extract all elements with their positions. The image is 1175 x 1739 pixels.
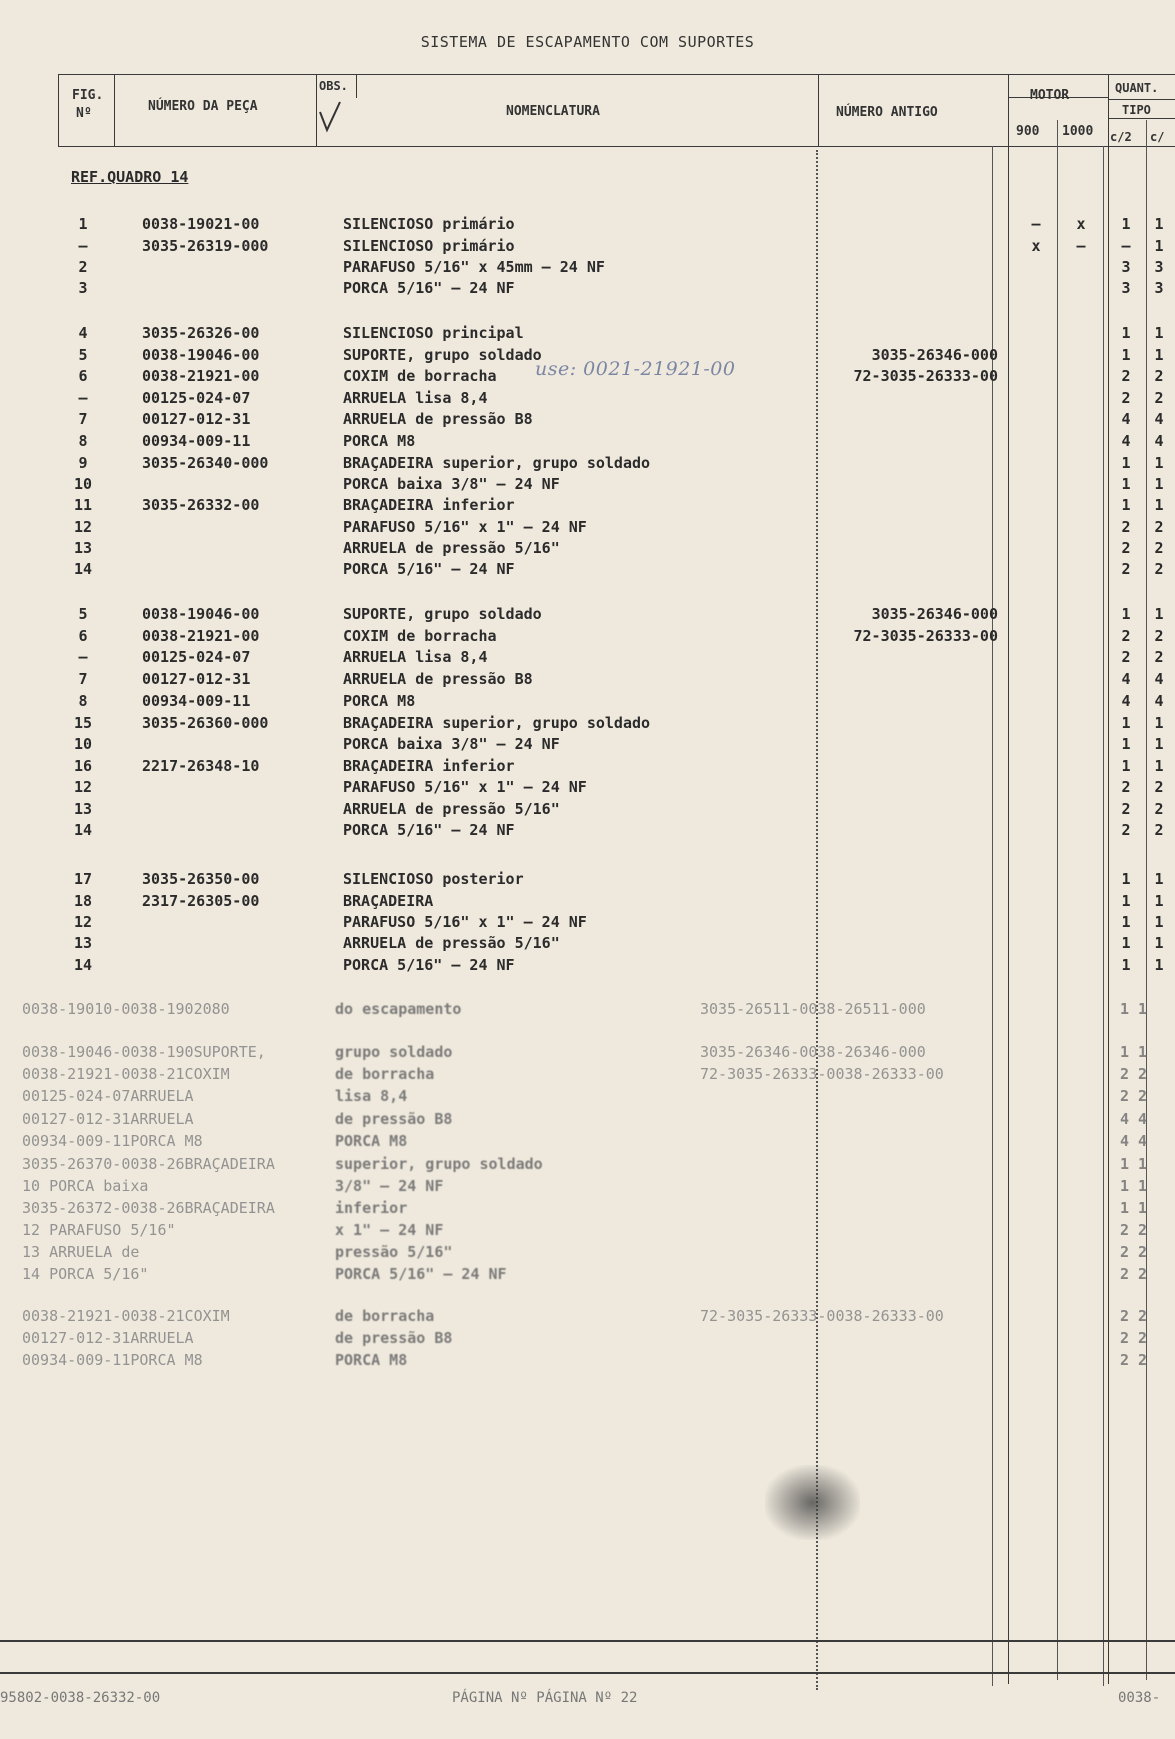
row-fig: 9 (78, 454, 88, 472)
ghost-quantity: 2 2 (1120, 1351, 1148, 1369)
quantity-c2: 2 (1121, 778, 1131, 796)
quantity-c2: 4 (1121, 692, 1131, 710)
row-fig: 17 (73, 870, 93, 888)
ghost-quantity: 2 2 (1120, 1243, 1148, 1261)
ghost-mid-text: de borracha (335, 1307, 435, 1325)
ghost-mid-text: de borracha (335, 1065, 435, 1083)
ghost-quantity: 1 1 (1120, 1199, 1148, 1217)
ghost-row (0, 1132, 1175, 1154)
table-row (0, 821, 1175, 843)
quantity-c2: 1 (1121, 870, 1131, 888)
quantity-c4: 2 (1154, 821, 1164, 839)
ghost-left-text: 10 PORCA baixa (22, 1177, 149, 1195)
ghost-quantity: 4 4 (1120, 1110, 1148, 1128)
ghost-row (0, 1307, 1175, 1329)
quantity-c2: 2 (1121, 648, 1131, 666)
footer-right-code: 0038- (1118, 1690, 1161, 1706)
row-fig: 14 (73, 560, 93, 578)
quantity-c4: 1 (1154, 757, 1164, 775)
quantity-c2: 1 (1121, 454, 1131, 472)
nomenclature: ARRUELA lisa 8,4 (343, 648, 488, 666)
row-fig: 18 (73, 892, 93, 910)
table-row (0, 237, 1175, 259)
part-number: 3035-26340-000 (142, 454, 269, 472)
table-row (0, 714, 1175, 736)
row-fig: 15 (73, 714, 93, 732)
part-number: 00127-012-31 (142, 670, 251, 688)
col-nom-divider (818, 74, 819, 146)
ghost-old-number: 72-3035-26333-0038-26333-00 (700, 1065, 944, 1083)
part-number: 00127-012-31 (142, 410, 251, 428)
frame-left (58, 74, 59, 146)
quantity-c4: 2 (1154, 800, 1164, 818)
ghost-left-text: 00127-012-31ARRUELA (22, 1110, 194, 1128)
row-fig: 5 (78, 346, 88, 364)
ghost-mid-text: PORCA M8 (335, 1132, 408, 1150)
quantity-c2: 1 (1121, 757, 1131, 775)
ghost-quantity: 4 4 (1120, 1132, 1148, 1150)
quantity-c4: 4 (1154, 692, 1164, 710)
quantity-c2: 2 (1121, 821, 1131, 839)
nomenclature: PORCA 5/16" – 24 NF (343, 821, 515, 839)
ghost-row (0, 1351, 1175, 1373)
row-fig: 5 (78, 605, 88, 623)
quantity-c2: 1 (1121, 475, 1131, 493)
header-c4: c/ (1150, 130, 1165, 144)
quantity-c4: 2 (1154, 778, 1164, 796)
quantity-c4: 1 (1154, 735, 1164, 753)
header-motor: MOTOR (1030, 88, 1070, 103)
ghost-quantity: 2 2 (1120, 1329, 1148, 1347)
row-fig: 1 (78, 215, 88, 233)
nomenclature: PORCA M8 (343, 432, 416, 450)
table-row (0, 539, 1175, 561)
ghost-quantity: 1 1 (1120, 1177, 1148, 1195)
ghost-quantity: 2 2 (1120, 1265, 1148, 1283)
row-fig: 6 (78, 367, 88, 385)
table-row (0, 324, 1175, 346)
row-fig: – (78, 648, 88, 666)
ghost-left-text: 00125-024-07ARRUELA (22, 1087, 194, 1105)
quantity-c2: 1 (1121, 892, 1131, 910)
footer-rule-bottom (0, 1672, 1175, 1674)
ghost-quantity: 2 2 (1120, 1087, 1148, 1105)
header-nomenclatura: NOMENCLATURA (506, 104, 600, 119)
quantity-c2: 3 (1121, 279, 1131, 297)
part-number: 00934-009-11 (142, 432, 251, 450)
ghost-left-text: 0038-21921-0038-21COXIM (22, 1307, 230, 1325)
motor-900-mark: – (1031, 215, 1041, 233)
quantity-c4: 1 (1154, 237, 1164, 255)
row-fig: 12 (73, 778, 93, 796)
quantity-c2: 2 (1121, 560, 1131, 578)
row-fig: 11 (73, 496, 93, 514)
quantity-c4: 2 (1154, 648, 1164, 666)
old-number: 3035-26346-000 (871, 346, 998, 364)
table-row (0, 800, 1175, 822)
quantity-c4: 1 (1154, 892, 1164, 910)
part-number: 2317-26305-00 (142, 892, 260, 910)
ghost-old-number: 3035-26511-0038-26511-000 (700, 1000, 926, 1018)
ghost-old-number: 72-3035-26333-0038-26333-00 (700, 1307, 944, 1325)
nomenclature: PORCA baixa 3/8" – 24 NF (343, 735, 560, 753)
part-number: 3035-26332-00 (142, 496, 260, 514)
header-quant: QUANT. (1115, 81, 1159, 95)
page-title: SISTEMA DE ESCAPAMENTO COM SUPORTES (420, 33, 755, 51)
ghost-mid-text: lisa 8,4 (335, 1087, 408, 1105)
quantity-c2: 1 (1121, 913, 1131, 931)
nomenclature: PORCA M8 (343, 692, 416, 710)
ghost-quantity: 2 2 (1120, 1221, 1148, 1239)
motor-1000-mark: x (1076, 215, 1086, 233)
quantity-c4: 2 (1154, 627, 1164, 645)
part-number: 0038-19046-00 (142, 346, 260, 364)
header-c2: c/2 (1110, 130, 1132, 144)
part-number: 0038-21921-00 (142, 367, 260, 385)
quantity-c2: 1 (1121, 215, 1131, 233)
nomenclature: SILENCIOSO primário (343, 215, 515, 233)
ghost-quantity: 1 1 (1120, 1043, 1148, 1061)
row-fig: 13 (73, 934, 93, 952)
ghost-left-text: 00127-012-31ARRUELA (22, 1329, 194, 1347)
nomenclature: ARRUELA lisa 8,4 (343, 389, 488, 407)
ghost-mid-text: inferior (335, 1199, 408, 1217)
motor-900-mark: x (1031, 237, 1041, 255)
table-row (0, 475, 1175, 497)
nomenclature: BRAÇADEIRA inferior (343, 496, 515, 514)
nomenclature: SUPORTE, grupo soldado (343, 346, 542, 364)
quantity-c2: 4 (1121, 432, 1131, 450)
ghost-left-text: 0038-21921-0038-21COXIM (22, 1065, 230, 1083)
table-row (0, 956, 1175, 978)
row-fig: 8 (78, 692, 88, 710)
quant-divider (1108, 99, 1175, 100)
row-fig: 2 (78, 258, 88, 276)
quantity-c4: 2 (1154, 518, 1164, 536)
ghost-mid-text: grupo soldado (335, 1043, 453, 1061)
ink-smudge (765, 1465, 860, 1540)
quantity-c2: 2 (1121, 800, 1131, 818)
header-motor-900: 900 (1016, 124, 1040, 139)
ghost-left-text: 3035-26370-0038-26BRAÇADEIRA (22, 1155, 275, 1173)
ghost-mid-text: superior, grupo soldado (335, 1155, 543, 1173)
quantity-c2: 2 (1121, 627, 1131, 645)
quantity-c4: 1 (1154, 324, 1164, 342)
quantity-c4: 1 (1154, 934, 1164, 952)
quantity-c4: 1 (1154, 496, 1164, 514)
table-row (0, 605, 1175, 627)
ghost-row (0, 1177, 1175, 1199)
header-numero-antigo: NÚMERO ANTIGO (836, 105, 938, 120)
quantity-c2: 1 (1121, 934, 1131, 952)
quantity-c4: 1 (1154, 475, 1164, 493)
quantity-c4: 1 (1154, 454, 1164, 472)
part-number: 00125-024-07 (142, 389, 251, 407)
quantity-c2: 1 (1121, 346, 1131, 364)
ghost-mid-text: 3/8" – 24 NF (335, 1177, 444, 1195)
ghost-quantity: 2 2 (1120, 1307, 1148, 1325)
ghost-mid-text: do escapamento (335, 1000, 462, 1018)
table-row (0, 389, 1175, 411)
table-row (0, 735, 1175, 757)
quantity-c2: 2 (1121, 539, 1131, 557)
row-fig: 7 (78, 410, 88, 428)
ghost-old-number: 3035-26346-0038-26346-000 (700, 1043, 926, 1061)
old-number: 72-3035-26333-00 (853, 627, 998, 645)
ghost-row (0, 1110, 1175, 1132)
table-row (0, 518, 1175, 540)
col-obs-divider (356, 74, 357, 98)
table-row (0, 670, 1175, 692)
row-fig: 3 (78, 279, 88, 297)
table-row (0, 279, 1175, 301)
ghost-row (0, 1000, 1175, 1022)
table-row (0, 892, 1175, 914)
ghost-row (0, 1221, 1175, 1243)
obs-check-icon (318, 100, 342, 140)
row-fig: 10 (73, 475, 93, 493)
old-number: 72-3035-26333-00 (853, 367, 998, 385)
table-row (0, 757, 1175, 779)
ghost-left-text: 00934-009-11PORCA M8 (22, 1132, 203, 1150)
ghost-quantity: 1 1 (1120, 1155, 1148, 1173)
row-fig: 13 (73, 800, 93, 818)
row-fig: 8 (78, 432, 88, 450)
quantity-c4: 3 (1154, 279, 1164, 297)
quantity-c4: 4 (1154, 432, 1164, 450)
ghost-left-text: 3035-26372-0038-26BRAÇADEIRA (22, 1199, 275, 1217)
footer-left-code: 95802-0038-26332-00 (0, 1690, 161, 1706)
handwritten-note: use: 0021-21921-00 (535, 358, 736, 380)
reference-frame: REF.QUADRO 14 (71, 168, 189, 186)
row-fig: 16 (73, 757, 93, 775)
quantity-c2: 1 (1121, 496, 1131, 514)
quantity-c2: 2 (1121, 367, 1131, 385)
table-row (0, 692, 1175, 714)
quantity-c4: 1 (1154, 870, 1164, 888)
ghost-left-text: 14 PORCA 5/16" (22, 1265, 149, 1283)
col-num-divider (316, 74, 317, 146)
ghost-row (0, 1087, 1175, 1109)
nomenclature: PORCA 5/16" – 24 NF (343, 560, 515, 578)
ghost-left-text: 0038-19046-0038-190SUPORTE, (22, 1043, 266, 1061)
part-number: 00934-009-11 (142, 692, 251, 710)
nomenclature: SILENCIOSO primário (343, 237, 515, 255)
header-motor-1000: 1000 (1062, 124, 1094, 139)
ghost-mid-text: de pressão B8 (335, 1329, 453, 1347)
part-number: 00125-024-07 (142, 648, 251, 666)
header-no: Nº (76, 106, 92, 121)
ghost-left-text: 0038-19010-0038-1902080 (22, 1000, 230, 1018)
quantity-c4: 1 (1154, 913, 1164, 931)
nomenclature: ARRUELA de pressão 5/16" (343, 934, 560, 952)
ghost-quantity: 1 1 (1120, 1000, 1148, 1018)
ghost-mid-text: pressão 5/16" (335, 1243, 453, 1261)
table-row (0, 454, 1175, 476)
part-number: 0038-21921-00 (142, 627, 260, 645)
ghost-row (0, 1329, 1175, 1351)
nomenclature: PARAFUSO 5/16" x 1" – 24 NF (343, 913, 587, 931)
row-fig: 14 (73, 956, 93, 974)
quantity-c2: 4 (1121, 410, 1131, 428)
nomenclature: BRAÇADEIRA superior, grupo soldado (343, 714, 651, 732)
part-number: 0038-19046-00 (142, 605, 260, 623)
ghost-row (0, 1043, 1175, 1065)
table-row (0, 648, 1175, 670)
nomenclature: BRAÇADEIRA (343, 892, 434, 910)
row-fig: – (78, 237, 88, 255)
nomenclature: PARAFUSO 5/16" x 1" – 24 NF (343, 778, 587, 796)
nomenclature: SILENCIOSO principal (343, 324, 524, 342)
nomenclature: PORCA baixa 3/8" – 24 NF (343, 475, 560, 493)
nomenclature: COXIM de borracha (343, 627, 497, 645)
quantity-c2: 1 (1121, 735, 1131, 753)
table-row (0, 870, 1175, 892)
quantity-c4: 2 (1154, 389, 1164, 407)
nomenclature: SUPORTE, grupo soldado (343, 605, 542, 623)
row-fig: 6 (78, 627, 88, 645)
ghost-row (0, 1155, 1175, 1177)
table-row (0, 258, 1175, 280)
part-number: 0038-19021-00 (142, 215, 260, 233)
quantity-c4: 2 (1154, 560, 1164, 578)
part-number: 3035-26326-00 (142, 324, 260, 342)
table-row (0, 410, 1175, 432)
motor-1000-mark: – (1076, 237, 1086, 255)
footer-page-number: PÁGINA Nº PÁGINA Nº 22 (452, 1690, 638, 1706)
row-fig: 14 (73, 821, 93, 839)
ghost-row (0, 1265, 1175, 1287)
ghost-left-text: 13 ARRUELA de (22, 1243, 140, 1261)
row-fig: 13 (73, 539, 93, 557)
ghost-mid-text: de pressão B8 (335, 1110, 453, 1128)
header-obs: OBS. (319, 79, 348, 93)
ghost-quantity: 2 2 (1120, 1065, 1148, 1083)
quantity-c4: 4 (1154, 670, 1164, 688)
quantity-c2: 2 (1121, 389, 1131, 407)
footer-rule-top (0, 1640, 1175, 1642)
nomenclature: PARAFUSO 5/16" x 45mm – 24 NF (343, 258, 605, 276)
part-number: 3035-26319-000 (142, 237, 269, 255)
quantity-c2: 2 (1121, 518, 1131, 536)
row-fig: 10 (73, 735, 93, 753)
quantity-c2: 1 (1121, 956, 1131, 974)
quantity-c2: 1 (1121, 714, 1131, 732)
row-fig: 4 (78, 324, 88, 342)
ghost-row (0, 1065, 1175, 1087)
part-number: 3035-26350-00 (142, 870, 260, 888)
nomenclature: PORCA 5/16" – 24 NF (343, 956, 515, 974)
col-fig-divider (114, 74, 115, 146)
row-fig: 7 (78, 670, 88, 688)
quantity-c4: 1 (1154, 956, 1164, 974)
nomenclature: PORCA 5/16" – 24 NF (343, 279, 515, 297)
quantity-c4: 2 (1154, 539, 1164, 557)
nomenclature: ARRUELA de pressão 5/16" (343, 800, 560, 818)
part-number: 2217-26348-10 (142, 757, 260, 775)
quantity-c4: 1 (1154, 346, 1164, 364)
table-row (0, 215, 1175, 237)
quantity-c4: 4 (1154, 410, 1164, 428)
quantity-c2: 1 (1121, 605, 1131, 623)
ghost-mid-text: PORCA M8 (335, 1351, 408, 1369)
quantity-c2: 1 (1121, 324, 1131, 342)
nomenclature: BRAÇADEIRA inferior (343, 757, 515, 775)
old-number: 3035-26346-000 (871, 605, 998, 623)
quantity-c2: 3 (1121, 258, 1131, 276)
nomenclature: ARRUELA de pressão B8 (343, 670, 533, 688)
nomenclature: ARRUELA de pressão B8 (343, 410, 533, 428)
quantity-c2: – (1121, 237, 1131, 255)
table-row (0, 778, 1175, 800)
table-row (0, 432, 1175, 454)
row-fig: – (78, 389, 88, 407)
ghost-row (0, 1199, 1175, 1221)
nomenclature: COXIM de borracha (343, 367, 497, 385)
table-row (0, 627, 1175, 649)
row-fig: 12 (73, 913, 93, 931)
ghost-mid-text: x 1" – 24 NF (335, 1221, 444, 1239)
part-number: 3035-26360-000 (142, 714, 269, 732)
tipo-divider (1108, 118, 1175, 119)
table-row (0, 934, 1175, 956)
nomenclature: BRAÇADEIRA superior, grupo soldado (343, 454, 651, 472)
nomenclature: SILENCIOSO posterior (343, 870, 524, 888)
ghost-row (0, 1243, 1175, 1265)
quantity-c4: 2 (1154, 367, 1164, 385)
header-tipo: TIPO (1122, 103, 1151, 117)
nomenclature: ARRUELA de pressão 5/16" (343, 539, 560, 557)
quantity-c4: 1 (1154, 714, 1164, 732)
table-row (0, 496, 1175, 518)
ghost-mid-text: PORCA 5/16" – 24 NF (335, 1265, 507, 1283)
quantity-c2: 4 (1121, 670, 1131, 688)
quantity-c4: 3 (1154, 258, 1164, 276)
row-fig: 12 (73, 518, 93, 536)
quantity-c4: 1 (1154, 215, 1164, 233)
header-numero-peca: NÚMERO DA PEÇA (148, 99, 258, 114)
quantity-c4: 1 (1154, 605, 1164, 623)
table-row (0, 560, 1175, 582)
table-row (0, 913, 1175, 935)
nomenclature: PARAFUSO 5/16" x 1" – 24 NF (343, 518, 587, 536)
header-fig: FIG. (72, 88, 104, 103)
ghost-left-text: 12 PARAFUSO 5/16" (22, 1221, 176, 1239)
ghost-left-text: 00934-009-11PORCA M8 (22, 1351, 203, 1369)
